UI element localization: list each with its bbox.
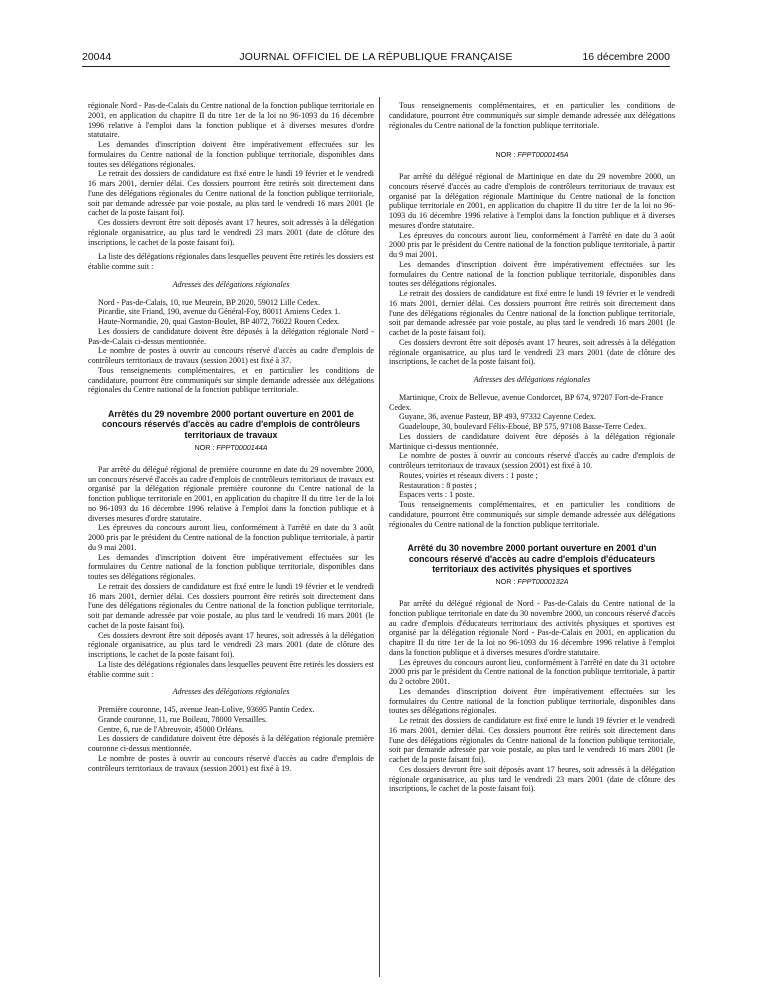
paragraph: Le nombre de postes à ouvrir au concours réservé d'accès au cadre d'emplois de contrôleurs territoriaux de travaux (session 2001) est fixé à 10. [389, 451, 675, 470]
paragraph: Le retrait des dossiers de candidature est fixé entre le lundi 19 février et le vendredi 16 mars 2001, dernier délai. Ces dossiers pourront être retirés soit directement dans l'une des délégations régionales du Centre national de la fonction publique territoriale, soit par demande adressée par voie postale, au plus tard le vendredi 16 mars 2001 (le cachet de la poste faisant foi). [88, 169, 374, 218]
paragraph: Les demandes d'inscription doivent être impérativement effectuées sur les formulaires du Centre national de la fonction publique territoriale, disponibles dans toutes ses délégations régionales. [88, 140, 374, 169]
page-header [82, 51, 670, 65]
paragraph: Les demandes d'inscription doivent être impérativement effectuées sur les formulaires du Centre national de la fonction publique territoriale, disponibles dans toutes ses délégations régionales. [88, 552, 374, 582]
header-rule [82, 66, 670, 67]
paragraph: Le nombre de postes à ouvrir au concours réservé d'accès au cadre d'emplois de contrôleurs territoriaux de travaux (session 2001) est fixé à 37. [88, 346, 374, 365]
nor-label: NOR : [194, 443, 215, 453]
post-item: Routes, voiries et réseaux divers : 1 poste ; [399, 470, 538, 480]
paragraph: Les dossiers de candidature doivent être déposés à la délégation régionale première couronne ci-dessus mentionnée. [88, 734, 374, 754]
page-number: 20044 [82, 51, 112, 63]
paragraph: Par arrêté du délégué régional de Nord - Pas-de-Calais du Centre national de la fonction publique territoriale en date du 30 novembre 2000, un concours réservé d'accès au cadre d'emplois d'éducateurs territoriaux des activités physiques et sportives est organisé par la délégation régionale Nord - Pas-de-Calais en 2001, en application du chapitre II du titre 1er de la loi no 96-1093 du 16 décembre 1996 relative à l'emploi dans la fonction publique et à diverses mesures d'ordre statutaire. [389, 599, 675, 657]
section-subtitle: Adresses des délégations régionales [172, 279, 290, 289]
address-item: Nord - Pas-de-Calais, 10, rue Meurein, BP 2020, 59012 Lille Cedex. [98, 297, 321, 307]
paragraph: Le nombre de postes à ouvrir au concours réservé d'accès au cadre d'emplois de contrôleurs territoriaux de travaux (session 2001) est fixé à 19. [88, 753, 374, 773]
paragraph: Ces dossiers devront être soit déposés avant 17 heures, soit adressés à la délégation régionale organisatrice, au plus tard le vendredi 23 mars 2001 (date de clôture des inscriptions, le cachet de la poste faisant foi). [389, 337, 675, 367]
section-subtitle: Adresses des délégations régionales [172, 687, 290, 697]
nor-label: NOR : [495, 150, 516, 160]
paragraph: La liste des délégations régionales dans lesquelles peuvent être retirés les dossiers est établie comme suit : [88, 659, 375, 679]
column-divider [379, 97, 380, 977]
paragraph: Le retrait des dossiers de candidature est fixé entre le lundi 19 février et le vendredi 16 mars 2001, dernier délai. Ces dossiers pourront être retirés soit directement dans l'une des délégations régionales du Centre national de la fonction publique territoriale, soit par demande adressée par voie postale, au plus tard le vendredi 16 mars 2001 (le cachet de la poste faisant foi). [88, 581, 374, 630]
paragraph: Les dossiers de candidature doivent être déposés à la délégation régionale Nord - Pas-de-Calais ci-dessus mentionnée. [88, 326, 374, 346]
journal-title: JOURNAL OFFICIEL DE LA RÉPUBLIQUE FRANÇAISE [239, 51, 513, 63]
right-column [389, 101, 675, 794]
nor-label: NOR : [495, 577, 516, 587]
paragraph: Les épreuves du concours auront lieu, conformément à l'arrêté en date du 3 août 2000 pris par le président du Centre national de la fonction publique territoriale, à partir du 9 mai 2001. [88, 523, 374, 552]
address-item: Martinique, Croix de Bellevue, avenue Condorcet, BP 674, 97207 Fort-de-France Cedex. [389, 392, 664, 412]
paragraph: Les demandes d'inscription doivent être impérativement effectuées sur les formulaires du Centre national de la fonction publique territoriale, disponibles dans toutes ses délégations régionales. [389, 686, 675, 716]
paragraph: Ces dossiers devront être soit déposés avant 17 heures, soit adressés à la délégation régionale organisatrice, au plus tard le vendredi 23 mars 2001 (date de clôture des inscriptions, le cachet de la poste faisant foi). [88, 630, 374, 660]
paragraph: Les épreuves du concours auront lieu, conformément à l'arrêté en date du 3 août 2000 pris par le président du Centre national de la fonction publique territoriale, à partir du 9 mai 2001. [389, 230, 675, 259]
address-item: Guyane, 36, avenue Pasteur, BP 493, 97332 Cayenne Cedex. [399, 412, 596, 422]
paragraph: Ces dossiers devront être soit déposés avant 17 heures, soit adressés à la délégation régionale organisatrice, au plus tard le vendredi 23 mars 2001 (date de clôture des inscriptions, le cachet de la poste faisant foi). [88, 218, 374, 247]
post-item: Restauration : 8 postes ; [399, 480, 477, 490]
issue-date: 16 décembre 2000 [582, 51, 670, 63]
address-item: Grande couronne, 11, rue Boileau, 78000 Versailles. [98, 714, 268, 724]
paragraph: Tous renseignements complémentaires, et en particulier les conditions de candidature, pourront être communiqués sur simple demande adressée aux délégations régionales du Centre national de la fonction publique territoriale. [88, 365, 374, 395]
paragraph: La liste des délégations régionales dans lesquelles peuvent être retirés les dossiers est établie comme suit : [88, 252, 375, 271]
nor-code: FPPT0000145A [517, 150, 569, 160]
address-item: Centre, 6, rue de l'Abreuvoir, 45000 Orléans. [98, 724, 244, 734]
decree-title: Arrêtés du 29 novembre 2000 portant ouverture en 2001 de concours réservés d'accès au cadre d'emplois de contrôleurs territoriaux de travaux [102, 409, 360, 440]
paragraph: régionale Nord - Pas-de-Calais du Centre national de la fonction publique territoriale en 2001, en application du chapitre II du titre 1er de la loi no 96-1093 du 16 décembre 1996 relative à l'emploi dans la fonction publique et à diverses mesures d'ordre statutaire. [88, 101, 374, 140]
nor-code: FPPT0000132A [517, 577, 569, 587]
paragraph: Par arrêté du délégué régional de Martinique en date du 29 novembre 2000, un concours réservé d'accès au cadre d'emplois de contrôleurs territoriaux de travaux est organisé par la délégation régionale Martinique du Centre national de la fonction publique territoriale en 2001, en application du chapitre II du titre 1er de la loi no 96-1093 du 16 décembre 1996 relative à l'emploi dans la fonction publique et à diverses mesures d'ordre statutaire. [389, 172, 675, 230]
paragraph: Les épreuves du concours auront lieu, conformément à l'arrêté en date du 31 octobre 2000 pris par le président du Centre national de la fonction publique territoriale, à partir du 2 octobre 2001. [389, 657, 675, 687]
left-column [88, 101, 374, 773]
nor-code: FPPT0000144A [216, 443, 268, 453]
paragraph: Ces dossiers devront être soit déposés avant 17 heures, soit adressés à la délégation régionale organisatrice, au plus tard le vendredi 23 mars 2001 (date de clôture des inscriptions, le cachet de la poste faisant foi). [389, 764, 675, 794]
nor-reference [389, 150, 675, 160]
paragraph: Le retrait des dossiers de candidature est fixé entre le lundi 19 février et le vendredi 16 mars 2001, dernier délai. Ces dossiers pourront être retirés soit directement dans l'une des délégations régionales du Centre national de la fonction publique territoriale, soit par demande adressée par voie postale, au plus tard le vendredi 16 mars 2001 (le cachet de la poste faisant foi). [389, 289, 675, 337]
paragraph: Tous renseignements complémentaires, et en particulier les conditions de candidature, pourront être communiqués sur simple demande adressée aux délégations régionales du Centre national de la fonction publique territoriale. [389, 500, 675, 529]
decree-title: Arrêté du 30 novembre 2000 portant ouverture en 2001 d'un concours réservé d'accès au cadre d'emplois d'éducateurs territoriaux des activités physiques et sportives [407, 543, 657, 575]
paragraph: Tous renseignements complémentaires, et en particulier les conditions de candidature, pourront être communiqués sur simple demande adressée aux délégations régionales du Centre national de la fonction publique territoriale. [389, 101, 675, 130]
section-subtitle: Adresses des délégations régionales [473, 375, 591, 384]
paragraph: Par arrêté du délégué régional de première couronne en date du 29 novembre 2000, un concours réservé d'accès au cadre d'emplois de contrôleurs territoriaux de travaux est organisé par la délégation régionale première couronne du Centre national de la fonction publique territoriale en 2001, en application du chapitre II du titre 1er de la loi no 96-1093 du 16 décembre 1996 relative à l'emploi dans la fonction publique et à diverses mesures d'ordre statutaire. [88, 464, 374, 523]
address-item: Haute-Normandie, 20, quai Gaston-Boulet, BP 4072, 76022 Rouen Cedex. [98, 317, 340, 326]
paragraph: Le retrait des dossiers de candidature est fixé entre le lundi 19 février et le vendredi 16 mars 2001, dernier délai. Ces dossiers pourront être retirés soit directement dans l'une des délégations régionales du Centre national de la fonction publique territoriale, soit par demande adressée par voie postale, au plus tard le vendredi 16 mars 2001 (le cachet de la poste faisant foi). [389, 716, 675, 765]
address-item: Première couronne, 145, avenue Jean-Lolive, 93695 Pantin Cedex. [98, 705, 315, 715]
nor-reference [88, 443, 374, 453]
nor-reference [389, 577, 675, 587]
post-item: Espaces verts : 1 poste. [399, 490, 475, 500]
paragraph: Les dossiers de candidature doivent être déposés à la délégation régionale Martinique ci-dessus mentionnée. [389, 431, 675, 451]
address-item: Guadeloupe, 30, boulevard Félix-Eboué, BP 575, 97108 Basse-Terre Cedex. [399, 422, 647, 431]
paragraph: Les demandes d'inscription doivent être impérativement effectuées sur les formulaires du Centre national de la fonction publique territoriale, disponibles dans toutes ses délégations régionales. [389, 259, 675, 289]
address-item: Picardie, site Friand, 190, avenue du Général-Foy, 80011 Amiens Cedex 1. [98, 307, 341, 317]
